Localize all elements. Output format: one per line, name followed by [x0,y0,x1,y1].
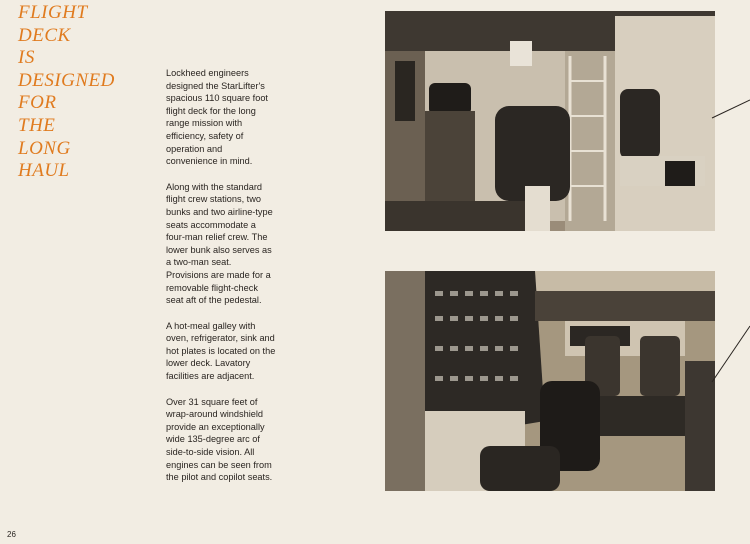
body-text-column [166,67,276,497]
paragraph-windshield: Over 31 square feet of wrap-around windshield provide an exceptionally wide 135-degree arc of side-to-side vision. All engines can be seen from the pilot and copilot seats. [166,396,273,483]
paragraph-galley: A hot-meal galley with oven, refrigerator, sink and hot plates is located on the lower deck. Lavatory facilities are adjacent. [166,320,276,382]
headline [18,2,138,183]
headline-line: DECK [18,24,71,46]
paragraph-design: Lockheed engineers designed the StarLifter's spacious 110 square foot flight deck for the long range mission with efficiency, safety of operation and convenience in mind. [166,68,268,167]
headline-line: DESIGNED [18,69,115,91]
paragraph-crew: Along with the standard flight crew stations, two bunks and two airline-type seats accommodate a four-man relief crew. The lower bunk also serves as a two-man seat. Provisions are made for a removable flight-check seat aft of the pedestal. [166,181,273,306]
headline-line: FOR [18,92,57,114]
headline-line: HAUL [18,160,70,182]
crew-rest-photo [385,11,715,231]
flight-deck-photo [385,271,715,491]
headline-line: LONG [18,137,71,159]
headline-line: THE [18,114,56,136]
page-number: 26 [7,530,16,539]
headline-line: IS [18,47,35,69]
headline-line: FLIGHT [18,2,88,23]
